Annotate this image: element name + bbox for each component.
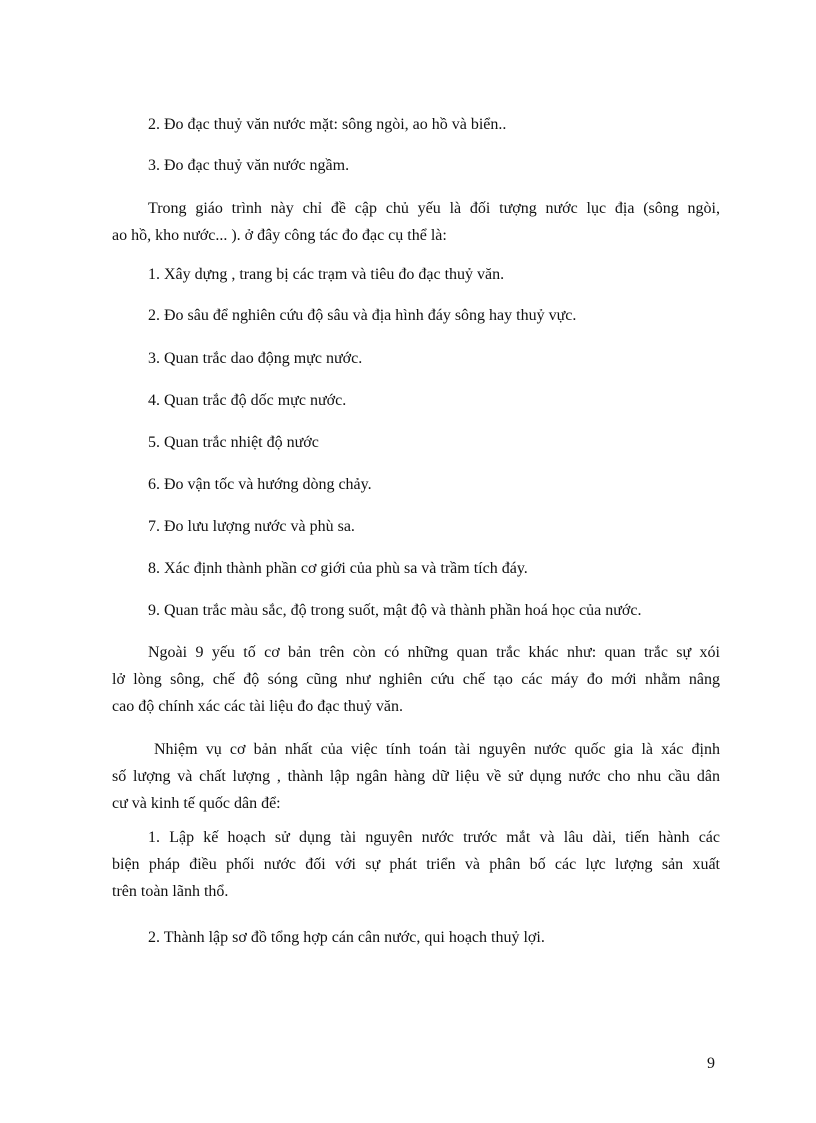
paragraph-main-task [112,740,720,821]
paragraph-line: trên toàn lãnh thổ. [112,883,229,900]
paragraph-plan-1 [112,828,720,909]
task-item: 9. Quan trắc màu sắc, độ trong suốt, mật độ và thành phần hoá học của nước. [148,602,642,619]
paragraph-line: Nhiệm vụ cơ bản nhất của việc tính toán tài nguyên nước quốc gia là xác định [154,741,720,758]
paragraph-scope [112,199,720,253]
task-item: 8. Xác định thành phần cơ giới của phù sa và trầm tích đáy. [148,560,528,577]
task-item: 4. Quan trắc độ dốc mực nước. [148,392,347,409]
paragraph-line: cư và kinh tế quốc dân để: [112,795,281,812]
item-surface-water: 2. Đo đạc thuỷ văn nước mặt: sông ngòi, ao hồ và biển.. [148,116,507,133]
paragraph-line: số lượng và chất lượng , thành lập ngân hàng dữ liệu về sử dụng nước cho nhu cầu dân [112,768,720,785]
paragraph-line: Trong giáo trình này chỉ đề cập chủ yếu là đối tượng nước lục địa (sông ngòi, [148,200,720,217]
task-item: 7. Đo lưu lượng nước và phù sa. [148,518,355,535]
plan-item-2: 2. Thành lập sơ đồ tổng hợp cán cân nước, qui hoạch thuỷ lợi. [148,929,545,946]
paragraph-line: 1. Lập kế hoạch sử dụng tài nguyên nước trước mắt và lâu dài, tiến hành các [148,829,720,846]
paragraph-line: cao độ chính xác các tài liệu đo đạc thuỷ văn. [112,698,403,715]
paragraph-other-observations [112,643,720,724]
item-ground-water: 3. Đo đạc thuỷ văn nước ngầm. [148,157,350,174]
paragraph-line: Ngoài 9 yếu tố cơ bản trên còn có những quan trắc khác như: quan trắc sự xói [148,644,720,661]
paragraph-line: biện pháp điều phối nước đối với sự phát triển và phân bố các lực lượng sản xuất [112,856,720,873]
page-number: 9 [707,1055,715,1072]
task-item: 2. Đo sâu để nghiên cứu độ sâu và địa hình đáy sông hay thuỷ vực. [148,307,577,324]
task-item: 6. Đo vận tốc và hướng dòng chảy. [148,476,372,493]
task-item: 3. Quan trắc dao động mực nước. [148,350,363,367]
task-item: 1. Xây dựng , trang bị các trạm và tiêu đo đạc thuỷ văn. [148,266,505,283]
paragraph-line: ao hồ, kho nước... ). ở đây công tác đo đạc cụ thể là: [112,227,447,244]
task-item: 5. Quan trắc nhiệt độ nước [148,434,319,451]
paragraph-line: lở lòng sông, chế độ sóng cũng như nghiên cứu chế tạo các máy đo mới nhằm nâng [112,671,720,688]
